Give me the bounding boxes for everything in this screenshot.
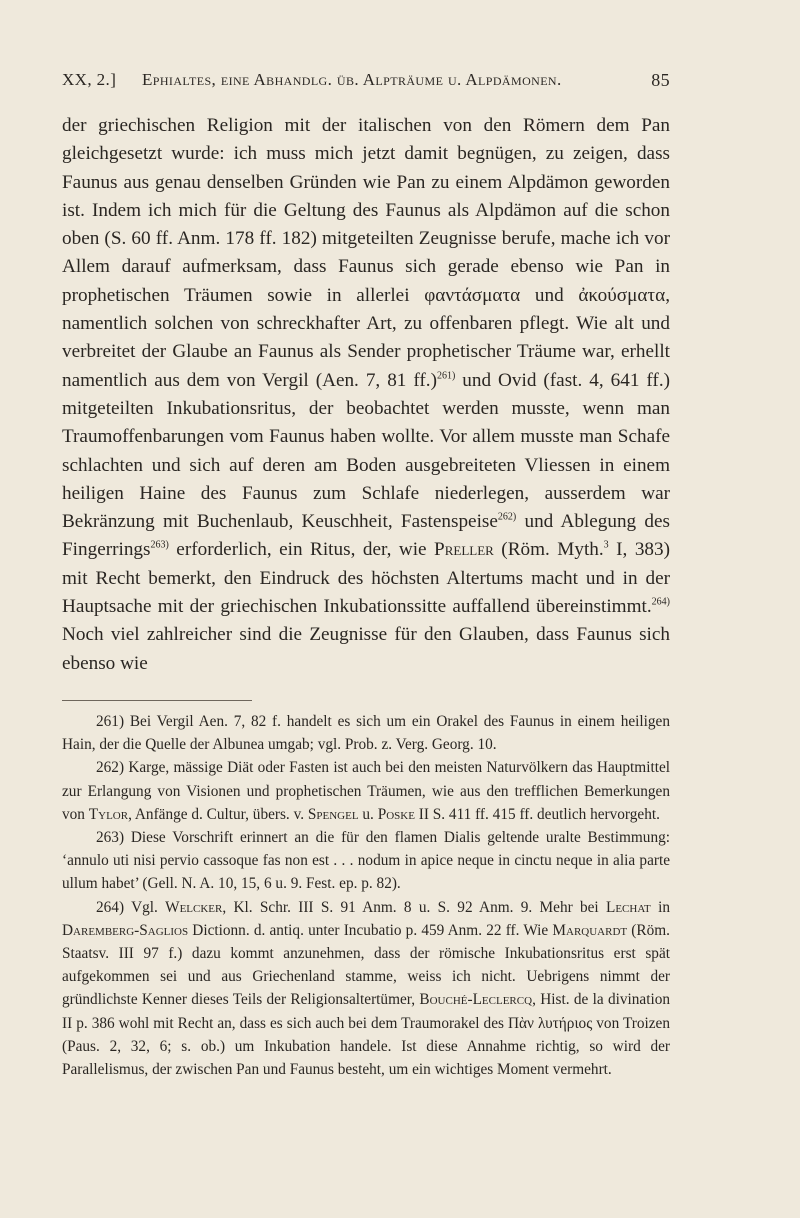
text-run: erforderlich, ein Ritus, der, wie xyxy=(168,539,435,561)
author-name: Daremberg-Saglios xyxy=(62,921,189,939)
text-run: und Ovid (fast. 4, 641 ff.) mitgeteilten Inkubationsritus, der beobachtet werden musste, wenn man Traumoffenbarungen vom Faunus haben wollte. Vor allem musste man Schafe schlachten und sich auf deren am Boden ausgebreiteten Vliessen in einem heiligen Haine des Faunus zum Schlafe niederlegen, ausserdem war Bekränzung mit Buchenlaub, Keuschheit, Fastenspeise xyxy=(62,369,671,533)
main-text xyxy=(62,112,670,678)
footnote-263: 263) Diese Vorschrift erinnert an die für den flamen Dialis geltende uralte Bestimmung: ‘annulo uti nisi pervio cassoque fas non est . . . nodum in apice neque in cinctu neque in alia parte ullum habet’ (Gell. N. A. 10, 15, 6 u. 9. Fest. ep. p. 82). xyxy=(62,829,670,893)
text-run: und Ablegung des Fingerrings xyxy=(62,511,670,561)
author-name: Bouché-Leclercq xyxy=(419,991,533,1009)
footnote-264: 264) Vgl. Welcker, Kl. Schr. III S. 91 Anm. 8 u. S. 92 Anm. 9. Mehr bei Lechat in Daremberg-Saglios Dictionn. d. antiq. unter Incubatio p. 459 Anm. 22 ff. Wie Marquardt (Röm. Staatsv. III 97 f.) dazu kommt anzunehmen, dass der römische Inkubationsritus erst spät aufgekommen sei und aus Griechenland stamme, weiss ich nicht. Uebrigens nimmt der gründlichste Kenner dieses Teils der Religionsaltertümer, Bouché-Leclercq, Hist. de la divination II p. 386 wohl mit Recht an, dass es sich auch bei dem Traumorakel des Πὰν λυτήριος von Troizen (Paus. 2, 32, 6; s. ob.) um Inkubation handele. Ist diese Annahme richtig, so wird der Parallelismus, der zwischen Pan und Faunus besteht, um ein wichtiges Moment vermehrt. xyxy=(62,898,670,1079)
text-run: I, 383) mit Recht bemerkt, den Eindruck des höchsten Altertums macht und in der Hauptsache mit der griechischen Inkubationssitte auffallend übereinstimmt. xyxy=(62,539,670,618)
author-name: Preller xyxy=(434,539,494,561)
footnote-262: 262) Karge, mässige Diät oder Fasten ist auch bei den meisten Naturvölkern das Hauptmittel zur Erlangung von Visionen und prophetischen Träumen, wie aus den trefflichen Bemerkungen von Tylor, Anfänge d. Cultur, übers. v. Spengel u. Poske II S. 411 ff. 415 ff. deutlich hervorgeht. xyxy=(62,759,670,823)
running-header xyxy=(62,70,670,94)
author-name: Welcker xyxy=(165,898,223,916)
running-title: Ephialtes, eine Abhandlg. üb. Alpträume u. Alpdämonen. xyxy=(142,70,562,89)
edition-superscript: 3 xyxy=(603,540,609,552)
main-paragraph xyxy=(62,112,670,678)
footnote-divider xyxy=(62,700,252,701)
author-name: Marquardt xyxy=(552,921,628,939)
page-number: 85 xyxy=(651,70,670,90)
footnote-ref-263[interactable]: 263) xyxy=(150,540,169,552)
author-name: Poske xyxy=(377,805,415,823)
footnote-ref-264[interactable]: 264) xyxy=(651,596,670,608)
footnotes xyxy=(62,710,670,1081)
section-marker: XX, 2.] xyxy=(62,70,117,89)
text-run: der griechischen Religion mit der italischen von den Römern dem Pan gleichgesetzt wurde: ich muss mich jetzt damit begnügen, zu zeigen, dass Faunus aus genau denselben Gründen wie Pan zu einem Alpdämon geworden ist. Indem ich mich für die Geltung des Faunus als Alpdämon auf die schon oben (S. 60 ff. Anm. 178 ff. 182) mitgeteilten Zeugnisse berufe, mache ich vor Allem darauf aufmerksam, dass Faunus sich gerade ebenso wie Pan in prophetischen Träumen sowie in allerlei φαντάσματα und ἀκούσματα, namentlich solchen von schreckhafter Art, zu offenbaren pflegt. Wie alt und verbreitet der Glaube an Faunus als Sender prophetischer Träume war, erhellt namentlich aus dem von Vergil (Aen. 7, 81 ff.) xyxy=(62,115,670,391)
footnote-ref-261[interactable]: 261) xyxy=(436,370,456,382)
author-name: Lechat xyxy=(605,898,651,916)
footnote-ref-262[interactable]: 262) xyxy=(497,511,517,523)
text-run: (Röm. Myth. xyxy=(493,539,604,561)
author-name: Tylor xyxy=(88,805,129,823)
text-run: Noch viel zahlreicher sind die Zeugnisse für den Glauben, dass Faunus sich ebenso wie xyxy=(62,624,670,674)
author-name: Spengel xyxy=(307,805,359,823)
footnote-261: 261) Bei Vergil Aen. 7, 82 f. handelt es sich um ein Orakel des Faunus in einem heiligen Hain, der die Quelle der Albunea umgab; vgl. Prob. z. Verg. Georg. 10. xyxy=(62,713,670,754)
